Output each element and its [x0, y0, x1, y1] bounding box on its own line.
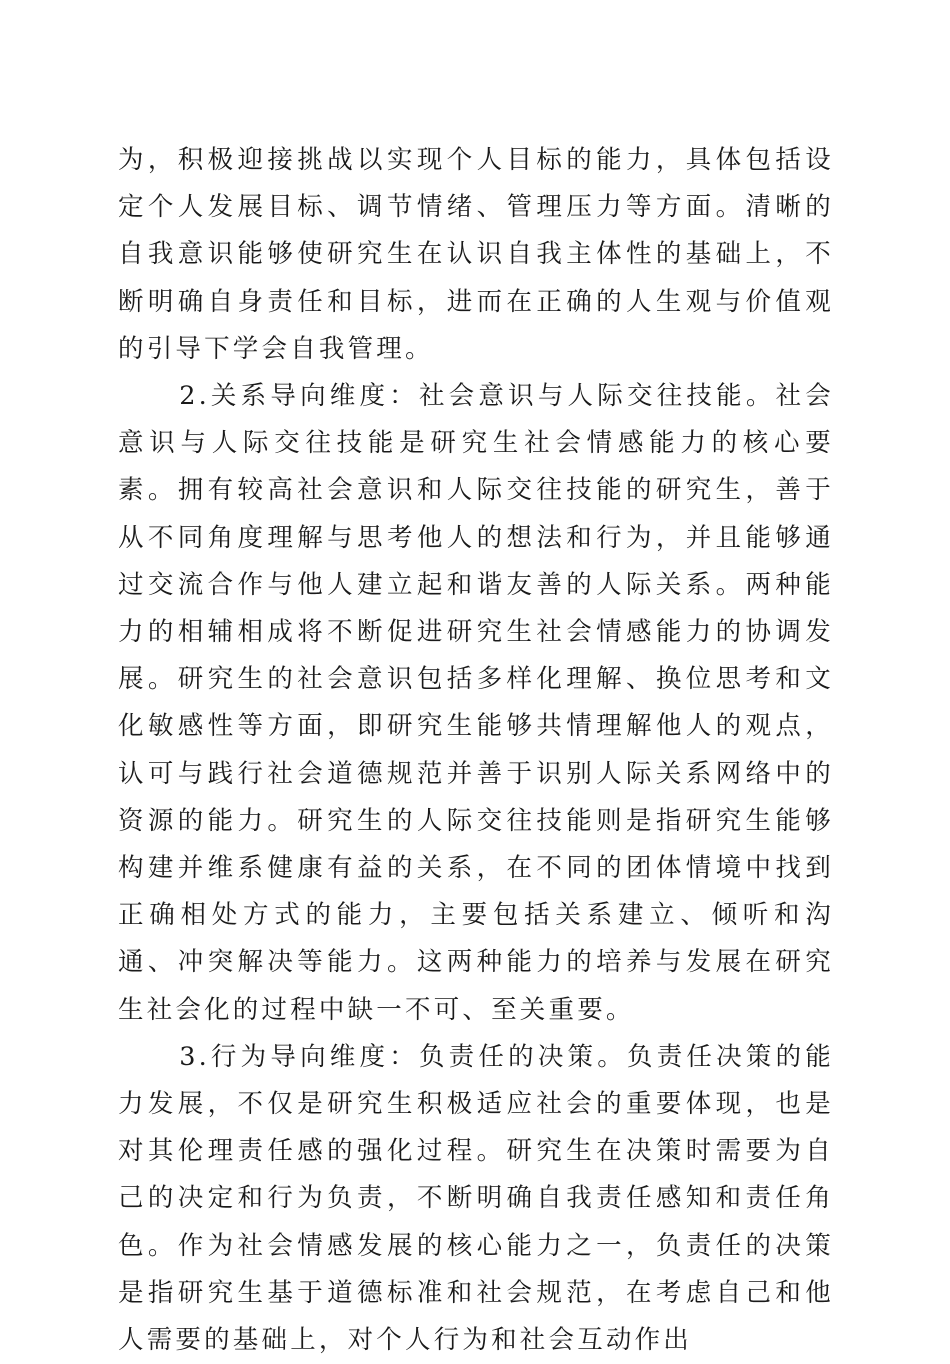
body-text [118, 137, 834, 1364]
paragraph-behavior-dimension: 3.行为导向维度：负责任的决策。负责任决策的能力发展，不仅是研究生积极适应社会的重要体现，也是对其伦理责任感的强化过程。研究生在决策时需要为自己的决定和行为负责，不断明确自我责任感知和责任角色。作为社会情感发展的核心能力之一，负责任的决策是指研究生基于道德标准和社会规范，在考虑自己和他人需要的基础上，对个人行为和社会互动作出 [118, 1041, 834, 1356]
paragraph-relationship-dimension: 2.关系导向维度：社会意识与人际交往技能。社会意识与人际交往技能是研究生社会情感能力的核心要素。拥有较高社会意识和人际交往技能的研究生，善于从不同角度理解与思考他人的想法和行为，并且能够通过交流合作与他人建立起和谐友善的人际关系。两种能力的相辅相成将不断促进研究生社会情感能力的协调发展。研究生的社会意识包括多样化理解、换位思考和文化敏感性等方面，即研究生能够共情理解他人的观点，认可与践行社会道德规范并善于识别人际关系网络中的资源的能力。研究生的人际交往技能则是指研究生能够构建并维系健康有益的关系，在不同的团体情境中找到正确相处方式的能力，主要包括关系建立、倾听和沟通、冲突解决等能力。这两种能力的培养与发展在研究生社会化的过程中缺一不可、至关重要。 [118, 381, 834, 1025]
paragraph-self-management-continuation: 为，积极迎接挑战以实现个人目标的能力，具体包括设定个人发展目标、调节情绪、管理压力等方面。清晰的自我意识能够使研究生在认识自我主体性的基础上，不断明确自身责任和目标，进而在正确的人生观与价值观的引导下学会自我管理。 [118, 145, 834, 364]
